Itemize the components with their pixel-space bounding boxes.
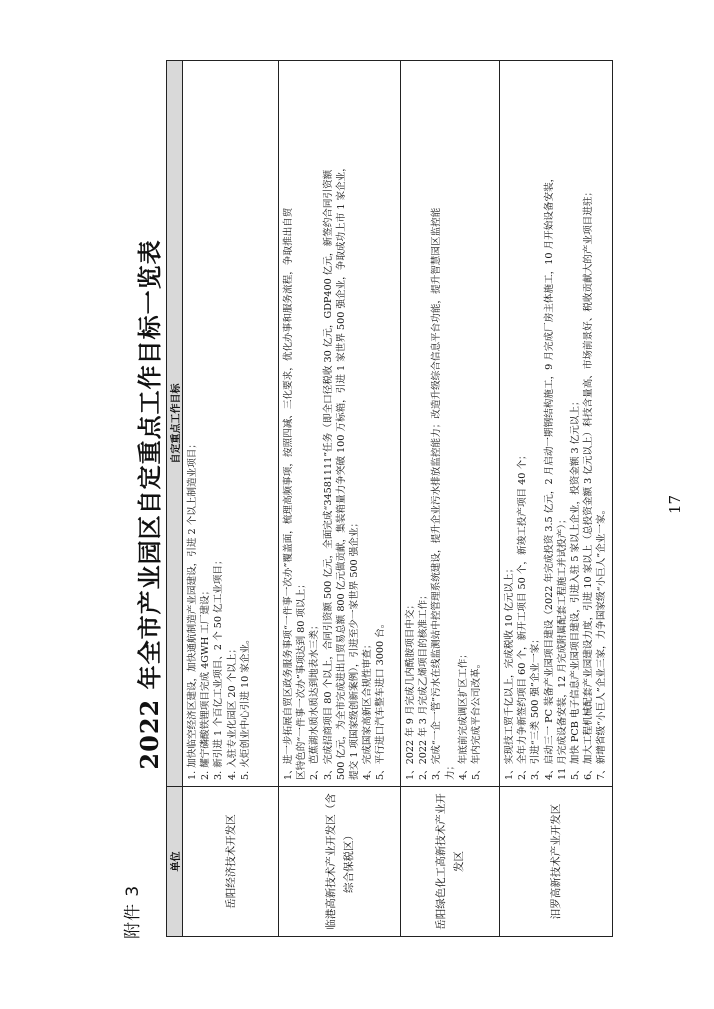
goal-line: 5. 火炬创业中心引进 10 家企业。 [239, 634, 251, 780]
goal-line: 3. 新引进 1 个百亿工业项目、2 个 50 亿工业项目； [213, 555, 225, 780]
unit-cell: 岳阳经济技术开发区 [183, 787, 279, 937]
unit-cell: 临港高新技术产业开发区（含综合保税区） [279, 787, 401, 937]
goal-line: 提交 1 项国家级创新案例），引进至少一家世界 500 强企业； [349, 517, 361, 780]
goal-line: 4. 入驻专业化园区 20 个以上； [226, 643, 238, 780]
goal-line: 7、新增省级“小巨人”企业三家，力争国家级“小巨人”企业一家。 [596, 504, 608, 780]
table-row [500, 61, 613, 937]
goals-cell [500, 61, 613, 787]
unit-cell: 汨罗高新技术产业开发区 [500, 787, 613, 937]
table-header-row [167, 61, 183, 937]
goals-cell [279, 61, 401, 787]
page-title: 2022 年全市产业园区自定重点工作目标一览表 [135, 239, 164, 770]
goal-line: 4、启动三一 PC 装备产业园项目建设（2022 年完成投资 3.5 亿元，2 月启动一期钢结构施工，9 月完成厂房主体施工，10 月开始设备安装， [543, 172, 555, 780]
goal-line: 1、进一步拓展自贸区政务服务事项“一件事一次办”覆盖面，梳理高频事项，按照四减、三化要求，优化办事和服务流程，争取推出自贸 [283, 207, 294, 780]
goal-line: 500 亿元，为全市完成进出口贸易总额 800 亿元做贡献，集装箱量力争突破 100 万标箱，引进 1 家世界 500 强企业，争取成功上市 1 家企业， [335, 162, 347, 780]
goals-cell [401, 61, 500, 787]
table-row [401, 61, 500, 937]
goal-line: 6、加大工程机械配套产业园建设力度，引进 10 家以上（总投资金额 3 亿元以上）科技含量高、市场前景好、税收贡献大的产业项目进驻； [583, 186, 595, 780]
unit-cell: 岳阳绿色化工高新技术产业开发区 [401, 787, 500, 937]
goal-line: 1、实现技工贸千亿以上，完成税收 10 亿元以上； [504, 563, 515, 780]
header-unit: 单位 [167, 787, 183, 937]
goal-line: 3、完成“一企一管”污水在线监测站中控管理系统建设，提升企业污水排放监控能力；改造升级综合信息平台功能，提升智慧园区监控能 [431, 207, 443, 780]
page-number: 17 [666, 494, 684, 515]
goal-line: 11 月完成设备安装，12 月完成附属配套工程施工并试投产）； [556, 514, 568, 780]
header-goals: 自定重点工作目标 [167, 61, 183, 787]
goal-line: 3、引进“三类 500 强”企业一家； [530, 634, 542, 780]
goal-line: 2、2022 年 3 月完成乙烯项目的核准工作； [418, 590, 430, 780]
goal-line: 5、平行进口汽车整车进口 3000 台。 [375, 618, 387, 780]
goal-line: 5、年内完成平台公司改革。 [471, 658, 483, 780]
goal-line: 4、完成国家高新区合规性审查； [362, 639, 374, 780]
goal-line: 2、全年力争新签约项目 60 个，新开工项目 50 个，新竣工投产项目 40 个； [517, 450, 529, 780]
attachment-label: 附件 3 [123, 884, 143, 939]
goal-line: 1、2022 年 9 月完成几内酰胺项目中交； [405, 599, 416, 780]
goal-line: 4、年底前完成调区扩区工作； [457, 649, 469, 780]
table-row [279, 61, 401, 937]
table-row [183, 61, 279, 937]
goal-line: 3、完成招商项目 80 个以上，合同引资额 500 亿元，全面完成“34581111”任务（即全口径税收 30 亿元，GDP400 亿元，新签约合同引资额 [322, 169, 334, 780]
goal-line: 1. 加快临空经济区建设，加快通航制造产业园建设，引进 2 个以上制造业项目； [187, 439, 198, 780]
goals-cell [183, 61, 279, 787]
goal-line: 2、芭蕉湖水质水质达到地表水三类； [309, 620, 321, 780]
goal-line: 区特色的“一件事一次办”事项达到 80 项以上； [296, 579, 308, 780]
goal-line: 5、加快 PCB 电子信息产业园项目建设，引进入驻 5 家以上企业，投资金额 3 亿元以上； [570, 396, 582, 780]
goal-line: 力； [444, 760, 456, 780]
goals-table [166, 60, 613, 937]
goal-line: 2. 耀宁磷酸铁锂项目完成 4GWH 工厂建设； [200, 585, 212, 780]
